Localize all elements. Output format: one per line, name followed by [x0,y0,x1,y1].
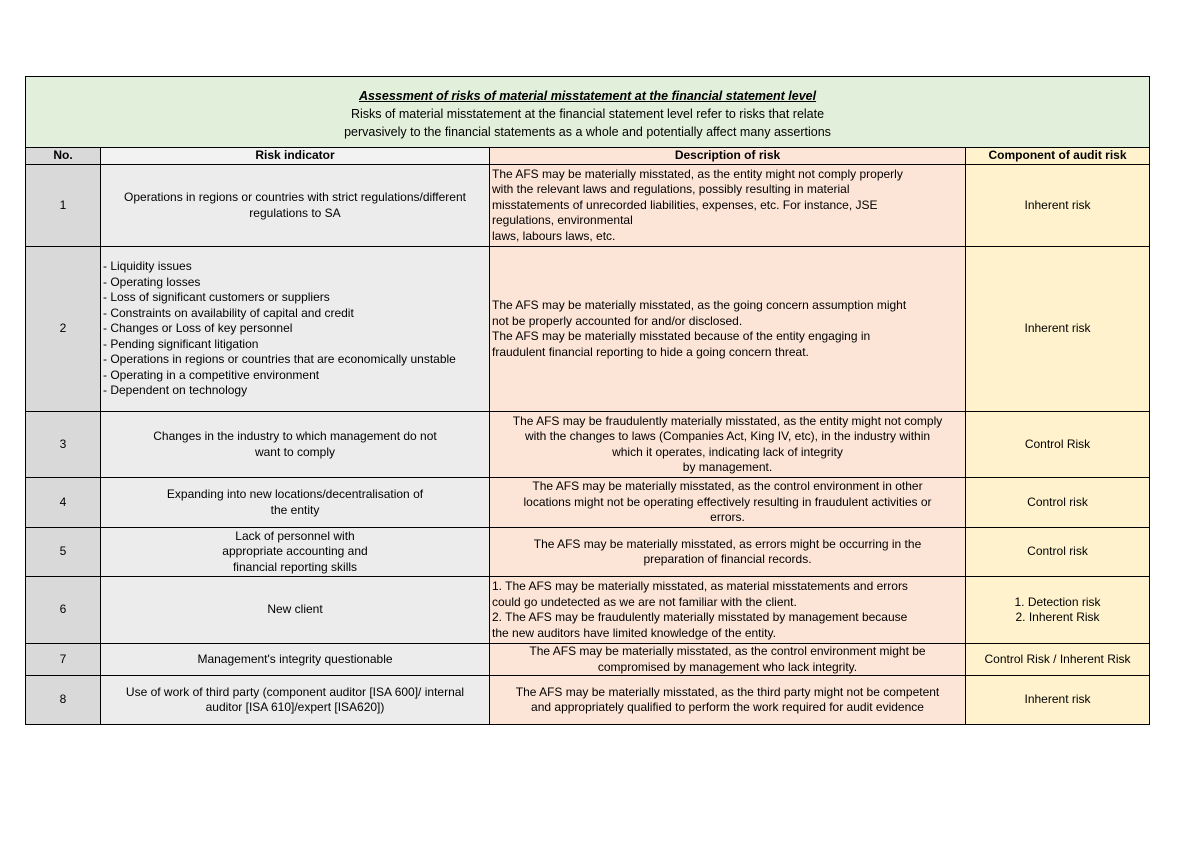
risk-indicator-cell-line: appropriate accounting and [222,544,368,559]
risk-indicator-cell [101,412,490,478]
risk-indicator-cell-line: - Loss of significant customers or suppliers [103,290,330,305]
risk-description-cell [490,577,966,644]
row-number-cell: 7 [26,644,101,676]
risk-indicator-cell-line: want to comply [254,444,336,459]
risk-description-cell [490,247,966,412]
risk-table [25,76,1150,725]
risk-description-cell-line: The AFS may be materially misstated, as the third party might not be competent [515,684,940,699]
row-number-cell: 3 [26,412,101,478]
risk-description-cell [490,412,966,478]
risk-indicator-cell [101,528,490,577]
risk-description-cell-line: and appropriately qualified to perform the work required for audit evidence [531,700,924,714]
risk-description-cell-line: compromised by management who lack integrity. [597,659,858,674]
table-row [26,528,1150,577]
table-subtitle-line-1: Risks of material misstatement at the financial statement level refer to risks that relate [350,107,825,121]
audit-risk-component-cell [966,165,1150,247]
risk-indicator-cell-line: auditor [ISA 610]/expert [ISA620]) [205,700,385,714]
audit-risk-component-cell-line: 1. Detection risk [1014,594,1101,609]
risk-indicator-cell [101,644,490,676]
column-header-no: No. [26,148,101,165]
row-number-cell: 4 [26,478,101,528]
audit-risk-component-cell [966,676,1150,725]
risk-description-cell-line: The AFS may be materially misstated, as the control environment in other [532,479,923,494]
table-row [26,478,1150,528]
risk-description-cell [490,676,966,725]
risk-description-cell [490,478,966,528]
audit-risk-component-cell [966,478,1150,528]
risk-description-cell-line: The AFS may be materially misstated, as errors might be occurring in the [533,536,922,551]
risk-description-cell-line: The AFS may be fraudulently materially misstated, as the entity might not comply [512,413,943,428]
table-subtitle-line-2: pervasively to the financial statements as a whole and potentially affect many assertions [344,125,831,139]
risk-indicator-cell-line: - Constraints on availability of capital and credit [103,305,354,320]
risk-description-cell-line: errors. [710,510,745,525]
table-row [26,247,1150,412]
risk-description-cell-line: The AFS may be materially misstated because of the entity engaging in [492,329,871,343]
risk-assessment-sheet [25,76,1149,725]
risk-indicator-cell-line: the entity [270,502,320,517]
table-row [26,165,1150,247]
risk-indicator-cell-line: Operations in regions or countries with strict regulations/different [124,190,466,204]
risk-indicator-cell-line: - Changes or Loss of key personnel [103,321,293,336]
risk-indicator-cell [101,165,490,247]
risk-description-cell-line: with the relevant laws and regulations, possibly resulting in material [492,182,850,197]
audit-risk-component-cell-line: Control risk [1027,494,1088,509]
risk-indicator-cell [101,577,490,644]
risk-description-cell-line: 2. The AFS may be fraudulently materially misstated by management because [492,610,908,624]
risk-description-cell-line: fraudulent financial reporting to hide a going concern threat. [492,344,809,359]
risk-description-cell-line: with the changes to laws (Companies Act, King IV, etc), in the industry within [524,429,931,443]
risk-indicator-cell-line: Management's integrity questionable [197,651,393,666]
risk-description-cell-line: preparation of financial records. [643,552,812,566]
risk-indicator-cell-line: - Operating in a competitive environment [103,367,320,382]
risk-description-cell-line: by management. [682,460,773,474]
audit-risk-component-cell-line: Control Risk [1024,436,1091,451]
risk-description-cell [490,528,966,577]
audit-risk-component-cell [966,644,1150,676]
row-number-cell: 8 [26,676,101,725]
risk-description-cell-line: laws, labours laws, etc. [492,228,616,243]
risk-description-cell-line: The AFS may be materially misstated, as the going concern assumption might [492,298,907,312]
risk-description-cell-line: not be properly accounted for and/or disclosed. [492,313,743,328]
risk-description-cell-line: the new auditors have limited knowledge of the entity. [492,625,776,640]
column-header-risk-indicator: Risk indicator [101,148,490,165]
risk-description-cell-line: which it operates, indicating lack of integrity [612,444,843,459]
audit-risk-component-cell-line: Inherent risk [1024,321,1091,336]
table-row [26,676,1150,725]
audit-risk-component-cell [966,528,1150,577]
table-title: Assessment of risks of material misstatement at the financial statement level [358,89,817,103]
risk-indicator-cell-line: - Pending significant litigation [103,336,259,351]
row-number-cell: 5 [26,528,101,577]
audit-risk-component-cell-line: Control risk [1027,544,1088,559]
risk-description-cell-line: misstatements of unrecorded liabilities, expenses, etc. For instance, JSE [492,197,878,212]
risk-description-cell-line: 1. The AFS may be materially misstated, as material misstatements and errors [492,579,908,593]
audit-risk-component-cell-line: Control Risk / Inherent Risk [984,651,1131,666]
audit-risk-component-cell [966,247,1150,412]
risk-indicator-cell-line: - Operating losses [103,274,201,289]
table-row [26,412,1150,478]
risk-indicator-cell [101,247,490,412]
risk-description-cell-line: locations might not be operating effectively resulting in fraudulent activities or [523,494,932,509]
audit-risk-component-cell-line: 2. Inherent Risk [1015,610,1100,624]
risk-indicator-cell-line: - Liquidity issues [103,259,192,274]
risk-indicator-cell-line: Expanding into new locations/decentralisation of [166,487,424,501]
risk-indicator-cell-line: Use of work of third party (component auditor [ISA 600]/ internal [125,684,465,699]
row-number-cell: 1 [26,165,101,247]
risk-indicator-cell-line: financial reporting skills [232,559,358,574]
audit-risk-component-cell [966,577,1150,644]
audit-risk-component-cell-line: Inherent risk [1024,692,1091,707]
table-banner [26,77,1150,148]
risk-indicator-cell-line: Changes in the industry to which management do not [153,429,437,443]
row-number-cell: 2 [26,247,101,412]
column-header-row [26,148,1150,165]
column-header-description: Description of risk [490,148,966,165]
column-header-component: Component of audit risk [966,148,1150,165]
risk-indicator-cell-line: Lack of personnel with [235,528,355,543]
audit-risk-component-cell-line: Inherent risk [1024,197,1091,212]
risk-indicator-cell [101,676,490,725]
risk-description-cell-line: The AFS may be materially misstated, as the control environment might be [529,644,926,658]
risk-description-cell-line: could go undetected as we are not familiar with the client. [492,594,797,609]
risk-description-cell-line: regulations, environmental [492,213,633,228]
risk-indicator-cell [101,478,490,528]
audit-risk-component-cell [966,412,1150,478]
risk-indicator-cell-line: - Operations in regions or countries that are economically unstable [103,352,456,367]
risk-indicator-cell-line: regulations to SA [249,205,341,220]
risk-description-cell-line: The AFS may be materially misstated, as the entity might not comply properly [492,166,903,181]
table-row [26,644,1150,676]
row-number-cell: 6 [26,577,101,644]
risk-description-cell [490,644,966,676]
risk-indicator-cell-line: New client [267,602,323,617]
table-row [26,577,1150,644]
risk-indicator-cell-line: - Dependent on technology [103,383,248,398]
risk-description-cell [490,165,966,247]
